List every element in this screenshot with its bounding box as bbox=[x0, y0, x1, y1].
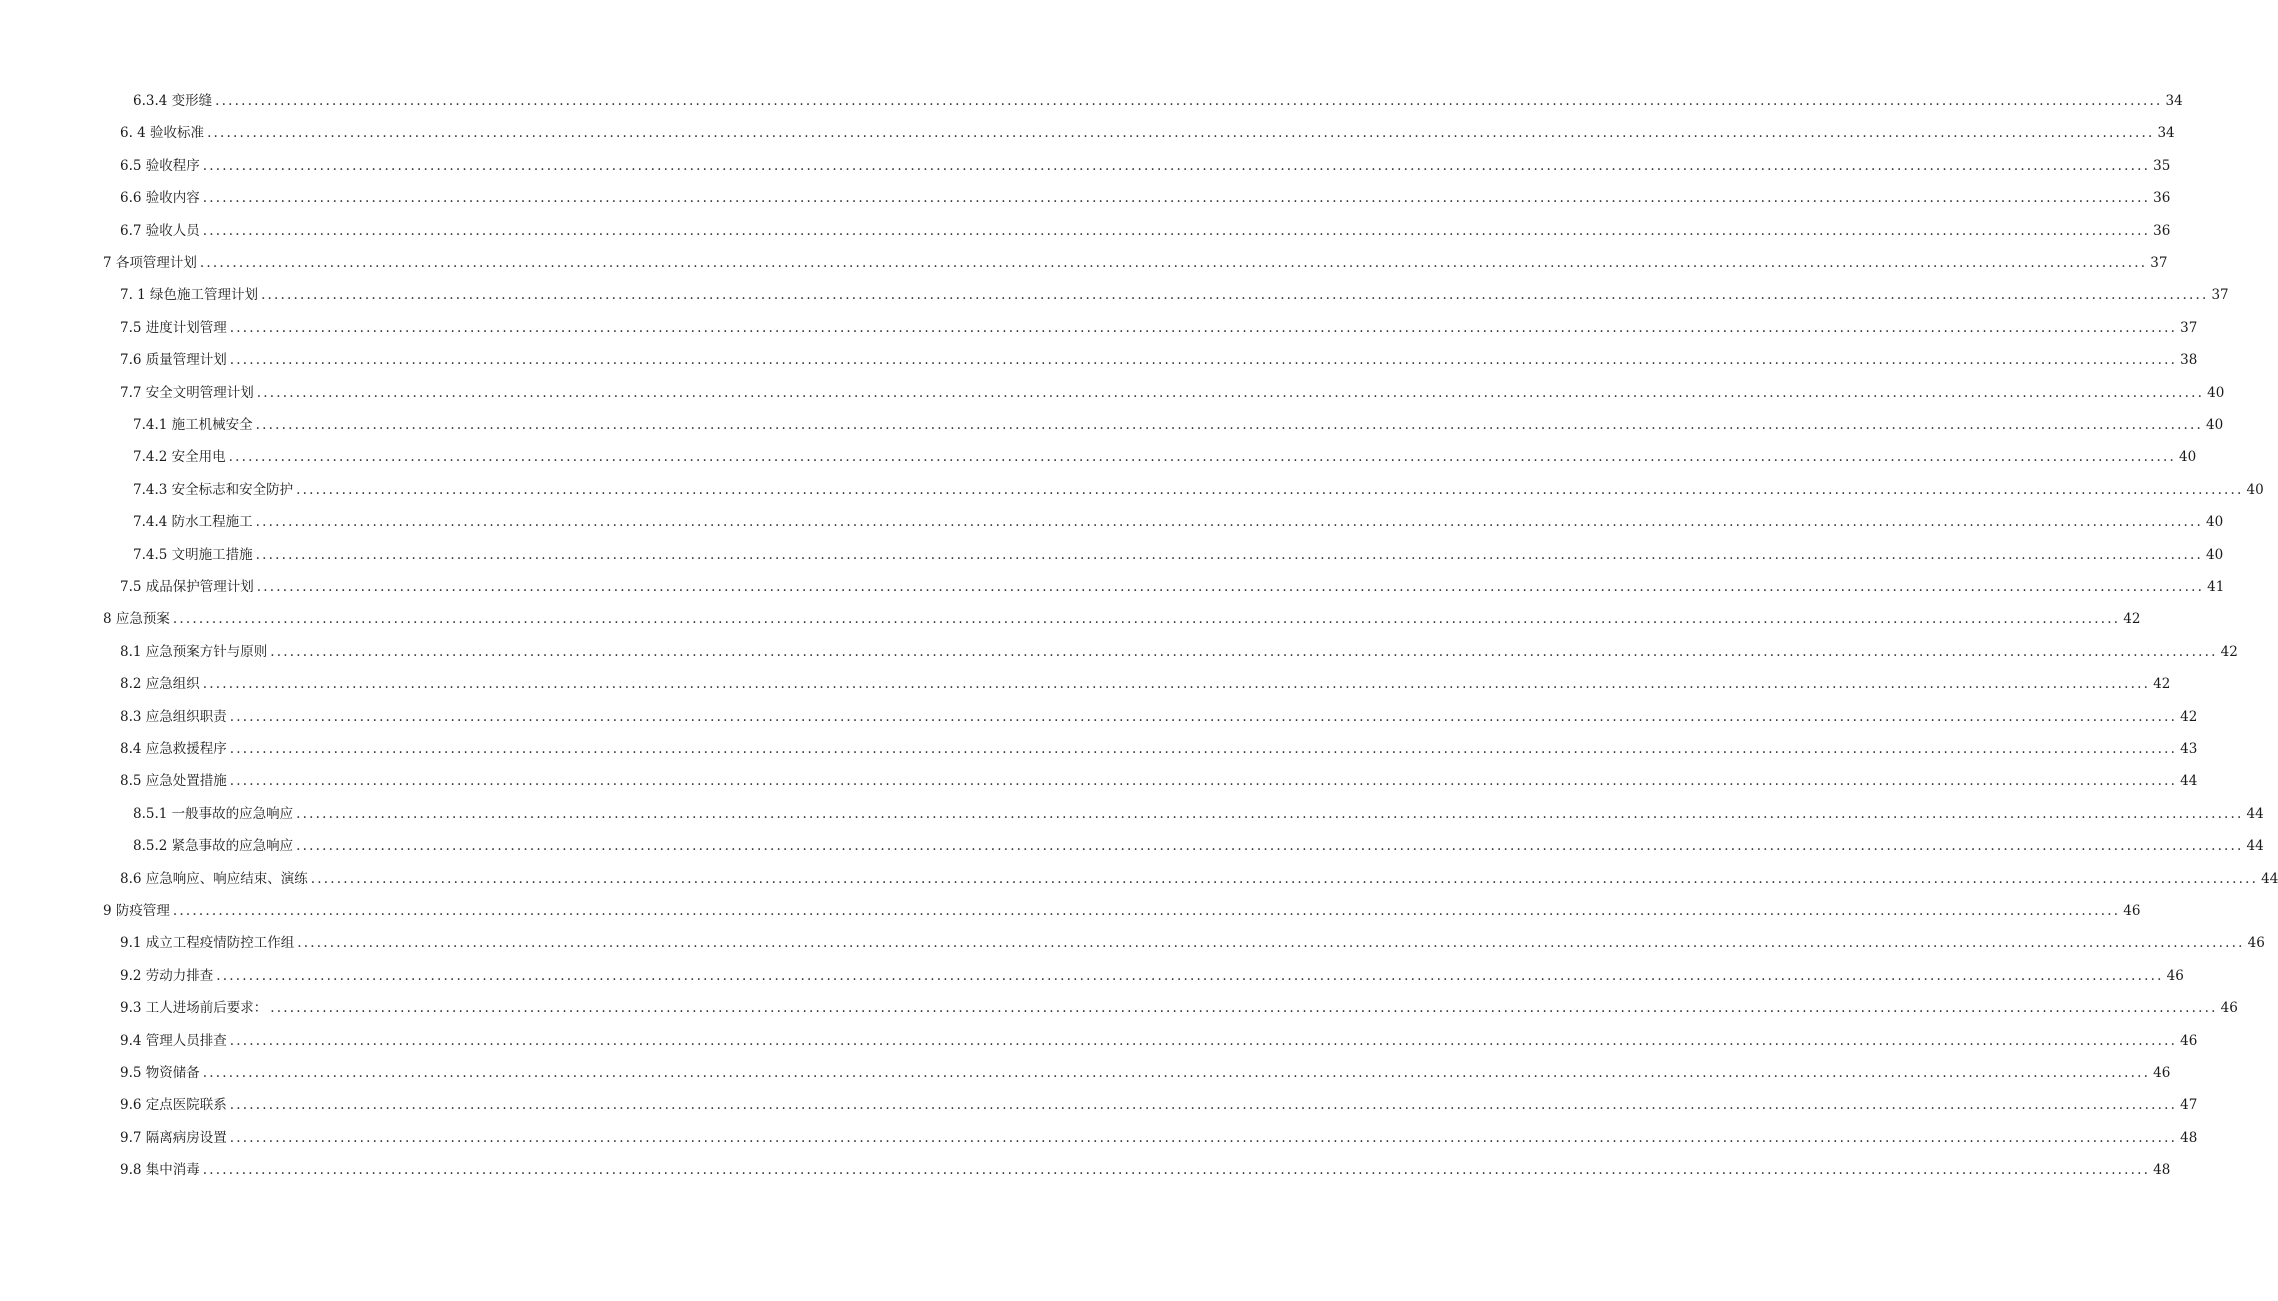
toc-entry-page-number: 46 bbox=[2180, 1032, 2198, 1049]
toc-entry-label: 6.7 验收人员 bbox=[120, 222, 200, 239]
toc-entry-label: 6.3.4 变形缝 bbox=[133, 93, 213, 109]
dot-leader: ............................................................................................................................................................................................................................................................................................................ bbox=[229, 1032, 2178, 1049]
toc-entry-label: 9.3 工人进场前后要求： bbox=[120, 1000, 268, 1017]
toc-entry-label: 9.6 定点医院联系 bbox=[120, 1097, 227, 1114]
toc-entry[interactable] bbox=[103, 900, 2141, 922]
toc-entry-page-number: 46 bbox=[2153, 1065, 2171, 1081]
toc-entry[interactable] bbox=[120, 868, 2278, 890]
dot-leader: ............................................................................................................................................................................................................................................................................................................ bbox=[296, 805, 2244, 822]
toc-entry-label: 6.5 验收程序 bbox=[120, 157, 200, 174]
toc-entry-page-number: 44 bbox=[2246, 805, 2264, 822]
dot-leader: ............................................................................................................................................................................................................................................................................................................ bbox=[202, 157, 2151, 174]
toc-entry-page-number: 48 bbox=[2180, 1129, 2198, 1146]
toc-entry-page-number: 47 bbox=[2180, 1097, 2198, 1114]
dot-leader: ............................................................................................................................................................................................................................................................................................................ bbox=[270, 1000, 2218, 1017]
toc-entry-page-number: 46 bbox=[2247, 935, 2265, 952]
toc-entry[interactable] bbox=[133, 511, 2224, 533]
toc-entry[interactable] bbox=[120, 1127, 2198, 1149]
dot-leader: ............................................................................................................................................................................................................................................................................................................ bbox=[255, 514, 2204, 531]
toc-entry-page-number: 44 bbox=[2246, 838, 2264, 855]
toc-entry[interactable] bbox=[133, 479, 2264, 501]
toc-entry-label: 6. 4 验收标准 bbox=[120, 125, 205, 142]
toc-entry-page-number: 43 bbox=[2180, 741, 2198, 757]
dot-leader: ............................................................................................................................................................................................................................................................................................................ bbox=[199, 255, 2148, 271]
toc-entry[interactable] bbox=[120, 1094, 2198, 1116]
toc-entry[interactable] bbox=[120, 576, 2225, 598]
toc-entry-page-number: 41 bbox=[2207, 579, 2225, 595]
toc-entry-page-number: 40 bbox=[2179, 449, 2197, 466]
toc-entry-label: 7. 1 绿色施工管理计划 bbox=[120, 287, 259, 304]
toc-entry-label: 9.4 管理人员排查 bbox=[120, 1032, 227, 1049]
toc-entry[interactable] bbox=[120, 965, 2184, 987]
toc-entry-page-number: 37 bbox=[2211, 287, 2229, 304]
dot-leader: ............................................................................................................................................................................................................................................................................................................ bbox=[261, 287, 2209, 304]
toc-entry[interactable] bbox=[120, 187, 2171, 209]
toc-entry[interactable] bbox=[133, 544, 2224, 566]
toc-entry-page-number: 37 bbox=[2180, 319, 2198, 336]
toc-entry-label: 7.4.4 防水工程施工 bbox=[133, 514, 253, 531]
dot-leader: ............................................................................................................................................................................................................................................................................................................ bbox=[270, 643, 2218, 660]
toc-entry-label: 7 各项管理计划 bbox=[103, 255, 197, 271]
dot-leader: ............................................................................................................................................................................................................................................................................................................ bbox=[202, 1065, 2151, 1081]
toc-entry[interactable] bbox=[120, 997, 2238, 1019]
dot-leader: ............................................................................................................................................................................................................................................................................................................ bbox=[215, 93, 2163, 109]
dot-leader: ............................................................................................................................................................................................................................................................................................................ bbox=[207, 125, 2155, 142]
toc-entry[interactable] bbox=[120, 932, 2265, 954]
toc-entry[interactable] bbox=[120, 284, 2229, 306]
toc-entry-page-number: 42 bbox=[2123, 611, 2141, 628]
toc-entry[interactable] bbox=[120, 155, 2171, 177]
toc-entry-label: 9.1 成立工程疫情防控工作组 bbox=[120, 935, 295, 952]
toc-entry-label: 8.6 应急响应、响应结束、演练 bbox=[120, 870, 308, 887]
toc-entry-label: 9.5 物资储备 bbox=[120, 1065, 200, 1081]
toc-entry-label: 9 防疫管理 bbox=[103, 903, 170, 919]
toc-entry-page-number: 42 bbox=[2180, 708, 2198, 725]
toc-entry[interactable] bbox=[120, 122, 2175, 144]
toc-entry-page-number: 36 bbox=[2153, 222, 2171, 239]
toc-entry[interactable] bbox=[120, 706, 2198, 728]
toc-entry-label: 7.4.5 文明施工措施 bbox=[133, 546, 253, 563]
dot-leader: ............................................................................................................................................................................................................................................................................................................ bbox=[229, 1097, 2178, 1114]
toc-entry-label: 8.2 应急组织 bbox=[120, 676, 200, 693]
dot-leader: ............................................................................................................................................................................................................................................................................................................ bbox=[172, 611, 2121, 628]
toc-entry-label: 8.5.2 紧急事故的应急响应 bbox=[133, 838, 294, 855]
toc-entry-page-number: 36 bbox=[2153, 190, 2171, 207]
toc-entry-page-number: 40 bbox=[2206, 514, 2224, 531]
toc-entry[interactable] bbox=[120, 220, 2171, 242]
toc-entry-page-number: 40 bbox=[2206, 546, 2224, 563]
dot-leader: ............................................................................................................................................................................................................................................................................................................ bbox=[229, 773, 2178, 790]
dot-leader: ............................................................................................................................................................................................................................................................................................................ bbox=[310, 870, 2259, 887]
dot-leader: ............................................................................................................................................................................................................................................................................................................ bbox=[202, 222, 2151, 239]
toc-entry-page-number: 40 bbox=[2246, 481, 2264, 498]
toc-entry-page-number: 46 bbox=[2220, 1000, 2238, 1017]
toc-entry-page-number: 48 bbox=[2153, 1162, 2171, 1179]
toc-entry[interactable] bbox=[120, 1062, 2171, 1084]
dot-leader: ............................................................................................................................................................................................................................................................................................................ bbox=[297, 935, 2245, 952]
toc-entry-page-number: 38 bbox=[2180, 352, 2198, 369]
toc-entry-page-number: 42 bbox=[2220, 643, 2238, 660]
toc-entry[interactable] bbox=[133, 90, 2183, 112]
dot-leader: ............................................................................................................................................................................................................................................................................................................ bbox=[202, 190, 2151, 207]
toc-entry-label: 7.5 进度计划管理 bbox=[120, 319, 227, 336]
toc-entry-page-number: 40 bbox=[2207, 384, 2225, 401]
dot-leader: ............................................................................................................................................................................................................................................................................................................ bbox=[255, 417, 2204, 433]
toc-entry-page-number: 42 bbox=[2153, 676, 2171, 693]
toc-entry-label: 6.6 验收内容 bbox=[120, 190, 200, 207]
dot-leader: ............................................................................................................................................................................................................................................................................................................ bbox=[256, 579, 2205, 595]
toc-entry-label: 8 应急预案 bbox=[103, 611, 170, 628]
toc-entry[interactable] bbox=[133, 446, 2197, 468]
toc-entry-label: 9.2 劳动力排查 bbox=[120, 967, 214, 984]
dot-leader: ............................................................................................................................................................................................................................................................................................................ bbox=[229, 319, 2178, 336]
toc-entry[interactable] bbox=[120, 317, 2198, 339]
dot-leader: ............................................................................................................................................................................................................................................................................................................ bbox=[229, 1129, 2178, 1146]
toc-entry-label: 9.8 集中消毒 bbox=[120, 1162, 200, 1179]
dot-leader: ............................................................................................................................................................................................................................................................................................................ bbox=[296, 481, 2244, 498]
toc-entry-label: 8.5.1 一般事故的应急响应 bbox=[133, 805, 294, 822]
toc-entry-page-number: 46 bbox=[2166, 967, 2184, 984]
toc-entry-label: 7.7 安全文明管理计划 bbox=[120, 384, 254, 401]
toc-entry[interactable] bbox=[120, 641, 2238, 663]
dot-leader: ............................................................................................................................................................................................................................................................................................................ bbox=[296, 838, 2244, 855]
dot-leader: ............................................................................................................................................................................................................................................................................................................ bbox=[202, 676, 2151, 693]
toc-entry[interactable] bbox=[120, 673, 2171, 695]
toc-entry[interactable] bbox=[133, 835, 2264, 857]
toc-entry-page-number: 44 bbox=[2180, 773, 2198, 790]
toc-entry[interactable] bbox=[120, 349, 2198, 371]
toc-entry[interactable] bbox=[133, 803, 2264, 825]
toc-entry[interactable] bbox=[103, 608, 2141, 630]
dot-leader: ............................................................................................................................................................................................................................................................................................................ bbox=[229, 352, 2178, 369]
toc-entry-page-number: 46 bbox=[2123, 903, 2141, 919]
dot-leader: ............................................................................................................................................................................................................................................................................................................ bbox=[229, 741, 2178, 757]
toc-entry-page-number: 40 bbox=[2206, 417, 2224, 433]
toc-entry[interactable] bbox=[103, 252, 2168, 274]
toc-entry[interactable] bbox=[120, 1159, 2171, 1181]
toc-entry-label: 9.7 隔离病房设置 bbox=[120, 1129, 227, 1146]
toc-entry-page-number: 37 bbox=[2150, 255, 2168, 271]
toc-entry-label: 7.6 质量管理计划 bbox=[120, 352, 227, 369]
dot-leader: ............................................................................................................................................................................................................................................................................................................ bbox=[216, 967, 2164, 984]
dot-leader: ............................................................................................................................................................................................................................................................................................................ bbox=[256, 384, 2205, 401]
toc-entry[interactable] bbox=[120, 1030, 2198, 1052]
toc-entry[interactable] bbox=[120, 738, 2198, 760]
toc-entry-label: 8.1 应急预案方针与原则 bbox=[120, 643, 268, 660]
toc-entry-label: 8.3 应急组织职责 bbox=[120, 708, 227, 725]
toc-entry-label: 7.5 成品保护管理计划 bbox=[120, 579, 254, 595]
toc-entry-label: 8.4 应急救援程序 bbox=[120, 741, 227, 757]
dot-leader: ............................................................................................................................................................................................................................................................................................................ bbox=[229, 708, 2178, 725]
toc-entry-page-number: 35 bbox=[2153, 157, 2171, 174]
toc-entry-page-number: 44 bbox=[2261, 870, 2278, 887]
toc-entry-page-number: 34 bbox=[2157, 125, 2175, 142]
toc-entry[interactable] bbox=[120, 382, 2225, 404]
toc-entry[interactable] bbox=[120, 770, 2198, 792]
dot-leader: ............................................................................................................................................................................................................................................................................................................ bbox=[202, 1162, 2151, 1179]
dot-leader: ............................................................................................................................................................................................................................................................................................................ bbox=[228, 449, 2177, 466]
dot-leader: ............................................................................................................................................................................................................................................................................................................ bbox=[255, 546, 2204, 563]
toc-entry-label: 7.4.3 安全标志和安全防护 bbox=[133, 481, 294, 498]
toc-entry-page-number: 34 bbox=[2165, 93, 2183, 109]
dot-leader: ............................................................................................................................................................................................................................................................................................................ bbox=[172, 903, 2121, 919]
toc-entry-label: 8.5 应急处置措施 bbox=[120, 773, 227, 790]
toc-entry-label: 7.4.1 施工机械安全 bbox=[133, 417, 253, 433]
toc-entry-label: 7.4.2 安全用电 bbox=[133, 449, 226, 466]
toc-entry[interactable] bbox=[133, 414, 2224, 436]
